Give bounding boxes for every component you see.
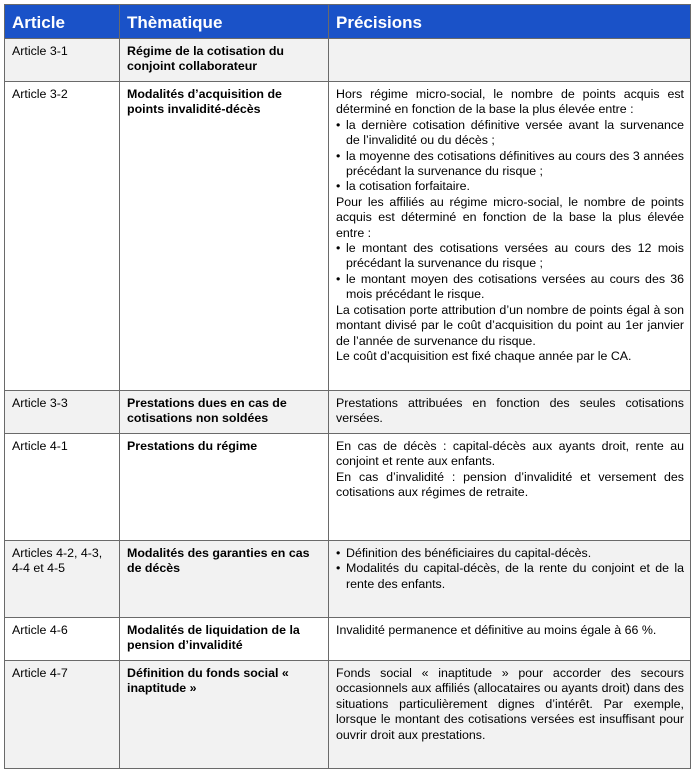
table-row [5,661,691,769]
article-cell: Article 3-2 [5,82,120,391]
list-item: • la cotisation forfaitaire. [336,179,684,194]
table-header-row [5,5,691,39]
thematique-cell: Modalités d’acquisition de points invalidité-décès [120,82,329,391]
article-cell: Article 4-1 [5,434,120,541]
table-row [5,434,691,541]
precisions-paragraph: En cas de décès : capital-décès aux ayants droit, rente au conjoint et rente aux enfants. [336,439,684,469]
thematique-cell: Définition du fonds social « inaptitude » [120,661,329,769]
article-cell: Article 4-6 [5,618,120,661]
thematique-cell: Prestations du régime [120,434,329,541]
precisions-paragraph: Invalidité permanence et définitive au moins égale à 66 %. [336,623,657,637]
precisions-cell [329,391,691,434]
header-article: Article [5,5,120,39]
precisions-cell [329,82,691,391]
precisions-paragraph: Pour les affiliés au régime micro-social, le nombre de points acquis est déterminé en fonction de la base la plus élevée entre : [336,194,684,240]
precisions-paragraph: En cas d’invalidité : pension d’invalidité et versement des cotisations aux régimes de retraite. [336,469,684,500]
header-precisions: Précisions [329,5,691,39]
precisions-paragraph: Le coût d’acquisition est fixé chaque année par le CA. [336,348,632,363]
articles-table [4,4,691,769]
table-row [5,541,691,618]
thematique-cell: Modalités de liquidation de la pension d’invalidité [120,618,329,661]
table-row [5,39,691,82]
thematique-cell: Régime de la cotisation du conjoint collaborateur [120,39,329,82]
thematique-cell: Prestations dues en cas de cotisations non soldées [120,391,329,434]
precisions-paragraph: Hors régime micro-social, le nombre de points acquis est déterminé en fonction de la base la plus élevée entre : [336,87,684,117]
list-item: • la moyenne des cotisations définitives au cours des 3 années précédant la survenance du risque ; [336,149,684,180]
precisions-paragraph: Fonds social « inaptitude » pour accorder des secours occasionnels aux affiliés (allocataires ou ayants droit) dans des situations particulièrement dignes d’intérêt. Par exemple, lorsque le montant des cotisations versées est insuffisant pour ouvrir droit aux prestations. [336,666,684,742]
table-row [5,618,691,661]
list-item: • le montant moyen des cotisations versées au cours des 36 mois précédant le risque. [336,272,684,303]
precisions-list [336,546,684,592]
article-cell: Article 4-7 [5,661,120,769]
table-row [5,82,691,391]
list-item: • la dernière cotisation définitive versée avant la survenance de l’invalidité ou du décès ; [336,118,684,149]
precisions-list [336,241,684,303]
header-thematique: Thèmatique [120,5,329,39]
precisions-list [336,118,684,195]
list-item: • le montant des cotisations versées au cours des 12 mois précédant la survenance du risque ; [336,241,684,272]
precisions-paragraph: La cotisation porte attribution d’un nombre de points égal à son montant divisé par le coût d’acquisition du point au 1er janvier de l’année de survenance du risque. [336,302,684,348]
list-item: • Définition des bénéficiaires du capital-décès. [336,546,684,561]
precisions-cell [329,541,691,618]
list-item: • Modalités du capital-décès, de la rente du conjoint et de la rente des enfants. [336,561,684,592]
thematique-cell: Modalités des garanties en cas de décès [120,541,329,618]
precisions-paragraph: Prestations attribuées en fonction des seules cotisations versées. [336,396,684,426]
precisions-cell [329,434,691,541]
article-cell: Article 3-3 [5,391,120,434]
precisions-cell [329,39,691,82]
precisions-cell [329,618,691,661]
article-cell: Articles 4-2, 4-3, 4-4 et 4-5 [5,541,120,618]
table-row [5,391,691,434]
precisions-cell [329,661,691,769]
article-cell: Article 3-1 [5,39,120,82]
